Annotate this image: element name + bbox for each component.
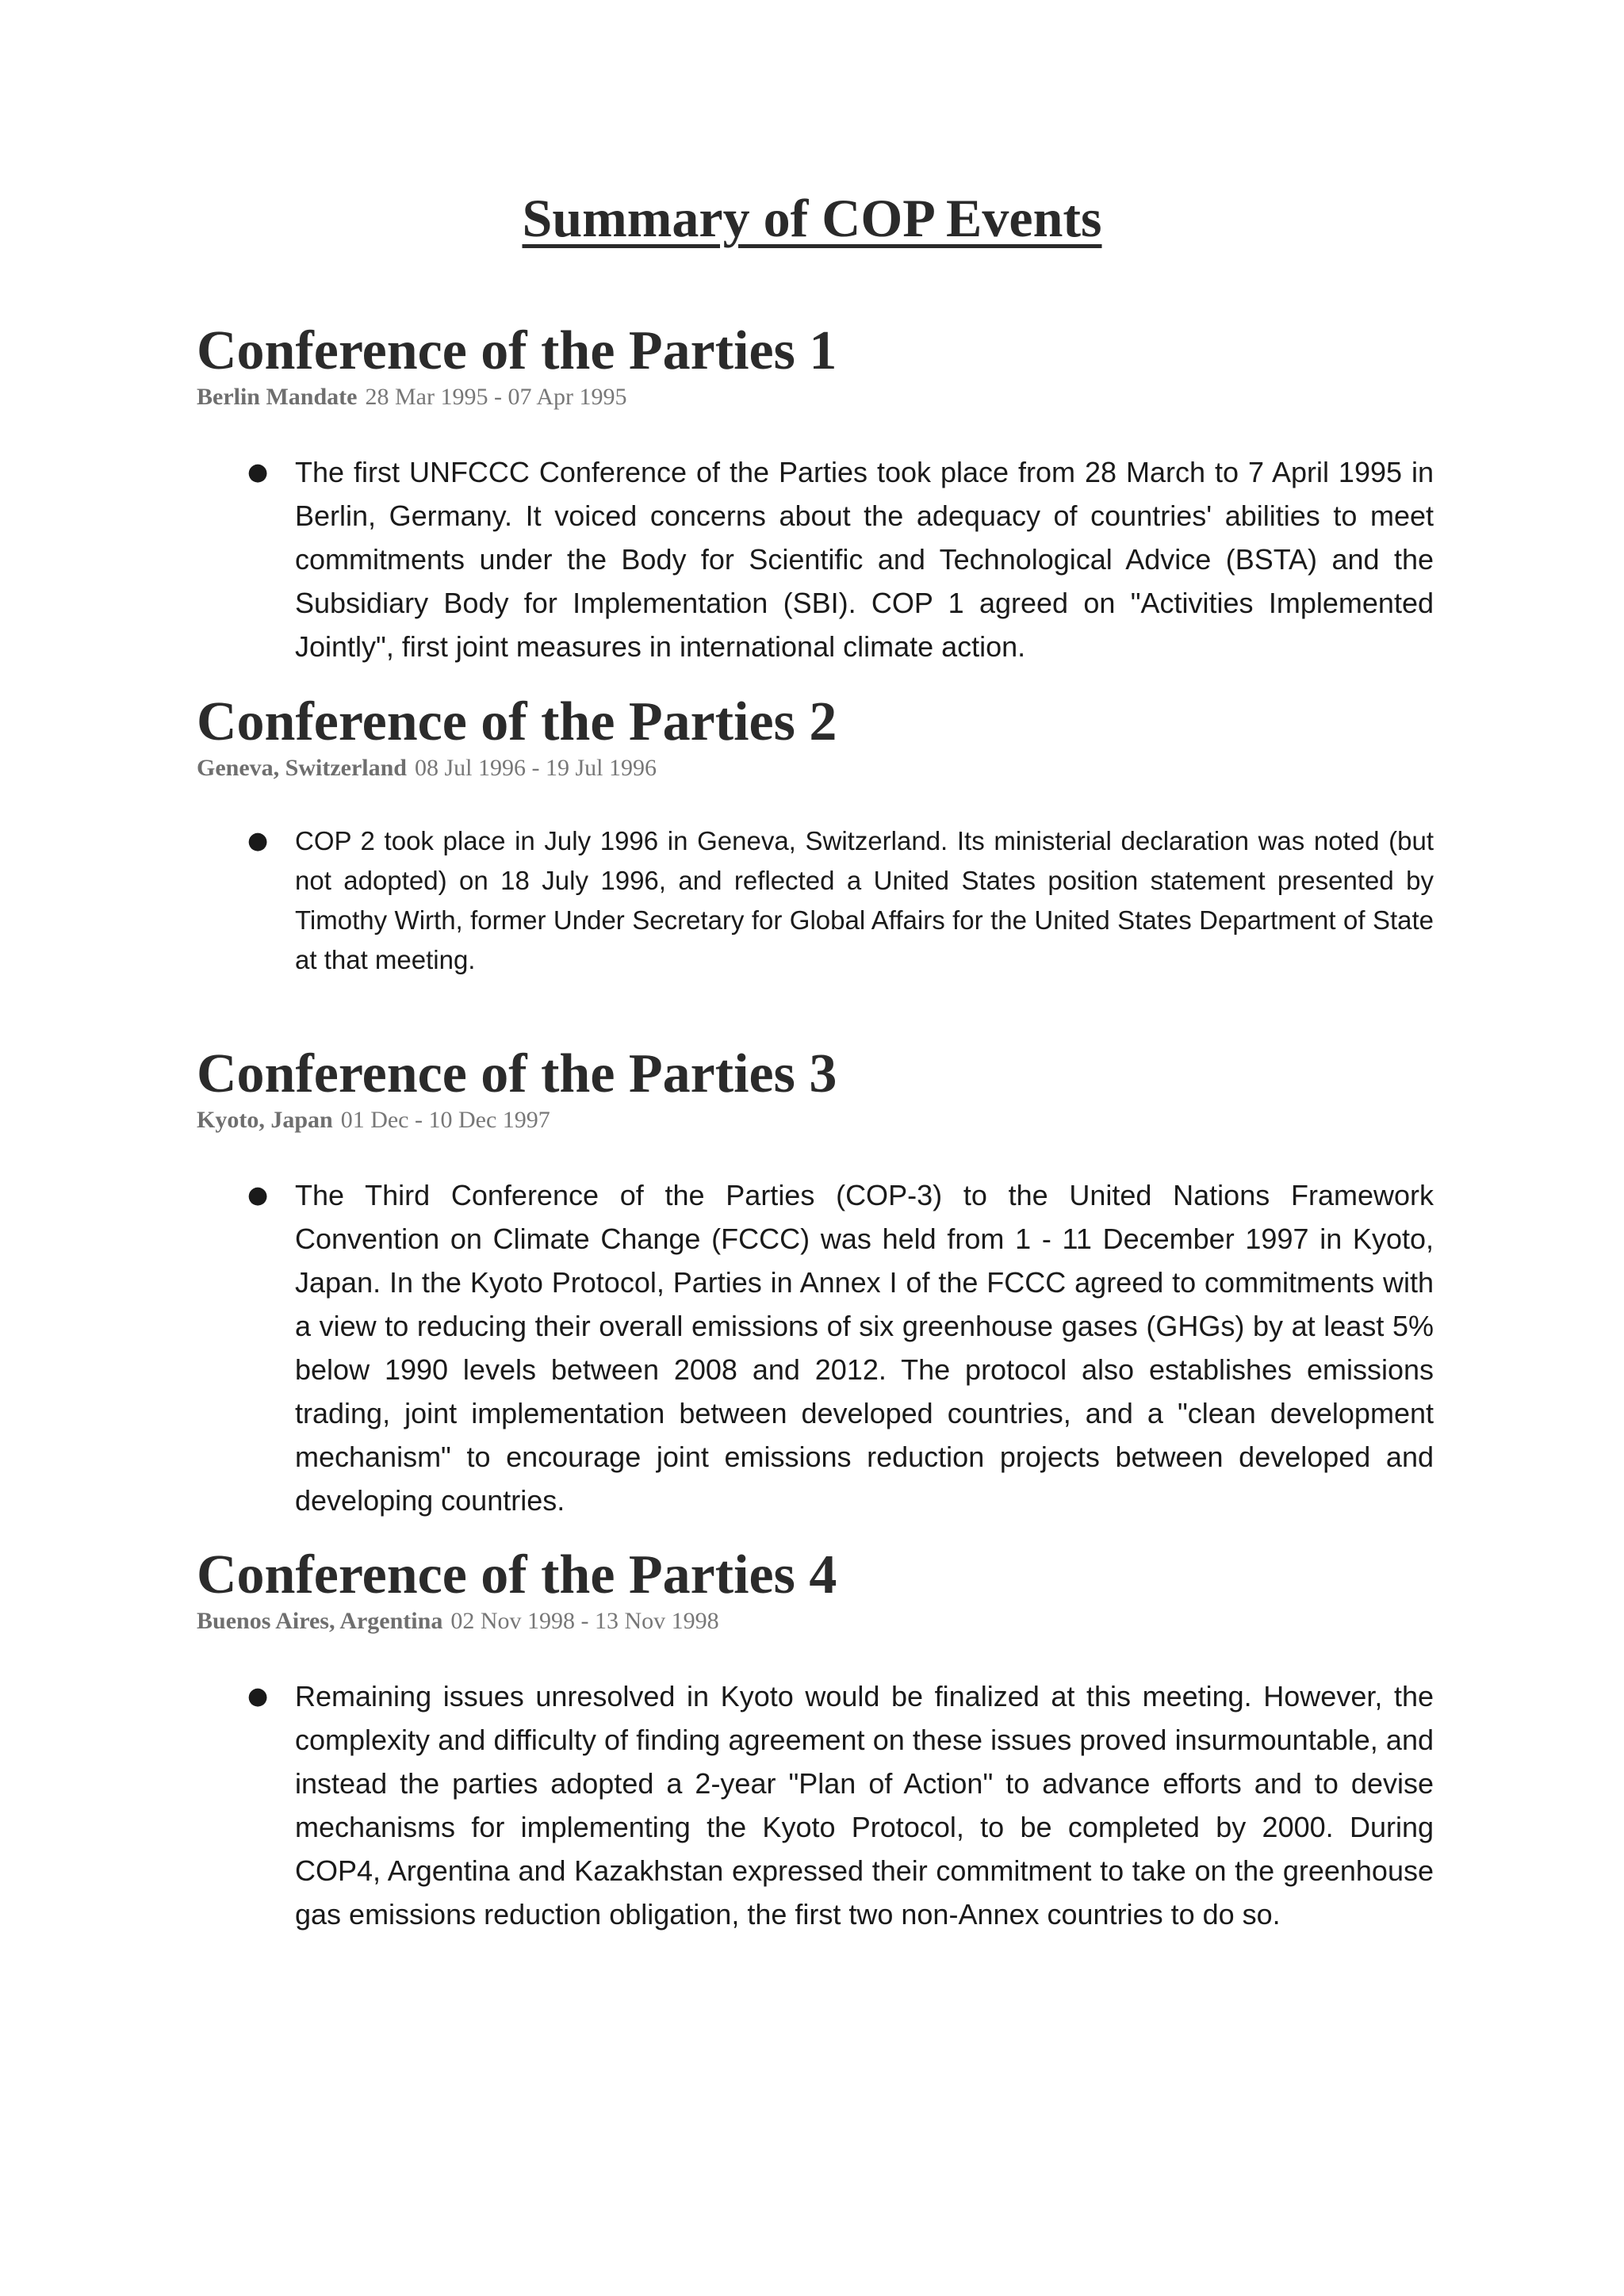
bullet-text: Remaining issues unresolved in Kyoto would be finalized at this meeting. However, the complexity and difficulty of finding agreement on these issues proved insurmountable, and instead the parties adopted a 2-year "Plan of Action" to advance efforts and to devise mechanisms for implementing the Kyoto Protocol, to be completed by 2000. During COP4, Argentina and Kazakhstan expressed their commitment to take on the greenhouse gas emissions reduction obligation, the first two non-Annex countries to do so. (295, 1680, 1434, 1931)
section-dates: 01 Dec - 10 Dec 1997 (340, 1107, 550, 1133)
section-place: Buenos Aires, Argentina (197, 1608, 443, 1634)
section-meta (197, 1107, 1434, 1134)
bullet-text: COP 2 took place in July 1996 in Geneva, Switzerland. Its ministerial declaration was noted (but not adopted) on 18 July 1996, and reflected a United States position statement presented by Timothy Wirth, former Under Secretary for Global Affairs for the United States Department of State at that meeting. (295, 826, 1434, 974)
section-dates: 02 Nov 1998 - 13 Nov 1998 (450, 1608, 719, 1634)
section-heading: Conference of the Parties 3 (197, 1043, 837, 1104)
cop-section-2 (197, 691, 1434, 980)
page-title-text: Summary of COP Events (522, 188, 1102, 248)
bullet-list (197, 821, 1434, 980)
bullet-icon: ● (247, 458, 269, 486)
bullet-text: The first UNFCCC Conference of the Parties took place from 28 March to 7 April 1995 in Berlin, Germany. It voiced concerns about the adequacy of countries' abilities to meet commitments under the Body for Scientific and Technological Advice (BSTA) and the Subsidiary Body for Implementation (SBI). COP 1 agreed on "Activities Implemented Jointly", first joint measures in international climate action. (295, 456, 1434, 663)
bullet-list (197, 1173, 1434, 1522)
section-heading: Conference of the Parties 4 (197, 1544, 837, 1605)
section-meta (197, 384, 1434, 411)
bullet-list (197, 450, 1434, 668)
section-meta (197, 1608, 1434, 1635)
bullet-item (197, 450, 1434, 668)
cop-section-4 (197, 1544, 1434, 1936)
section-dates: 28 Mar 1995 - 07 Apr 1995 (365, 384, 627, 410)
section-meta (197, 755, 1434, 782)
bullet-text: The Third Conference of the Parties (COP-3) to the United Nations Framework Convention on Climate Change (FCCC) was held from 1 - 11 December 1997 in Kyoto, Japan. In the Kyoto Protocol, Parties in Annex I of the FCCC agreed to commitments with a view to reducing their overall emissions of six greenhouse gases (GHGs) by at least 5% below 1990 levels between 2008 and 2012. The protocol also establishes emissions trading, joint implementation between developed countries, and a "clean development mechanism" to encourage joint emissions reduction projects between developed and developing countries. (295, 1179, 1434, 1517)
section-place: Berlin Mandate (197, 384, 358, 410)
bullet-item (197, 1173, 1434, 1522)
bullet-icon: ● (247, 1181, 269, 1209)
section-dates: 08 Jul 1996 - 19 Jul 1996 (414, 755, 657, 781)
page-title (0, 189, 1624, 248)
bullet-icon: ● (247, 827, 269, 855)
section-heading: Conference of the Parties 1 (197, 320, 837, 381)
section-heading: Conference of the Parties 2 (197, 691, 837, 752)
cop-section-3 (197, 1043, 1434, 1522)
cop-section-1 (197, 320, 1434, 668)
bullet-item (197, 1674, 1434, 1936)
bullet-item (197, 821, 1434, 980)
section-place: Kyoto, Japan (197, 1107, 333, 1133)
bullet-icon: ● (247, 1682, 269, 1710)
section-place: Geneva, Switzerland (197, 755, 407, 781)
bullet-list (197, 1674, 1434, 1936)
